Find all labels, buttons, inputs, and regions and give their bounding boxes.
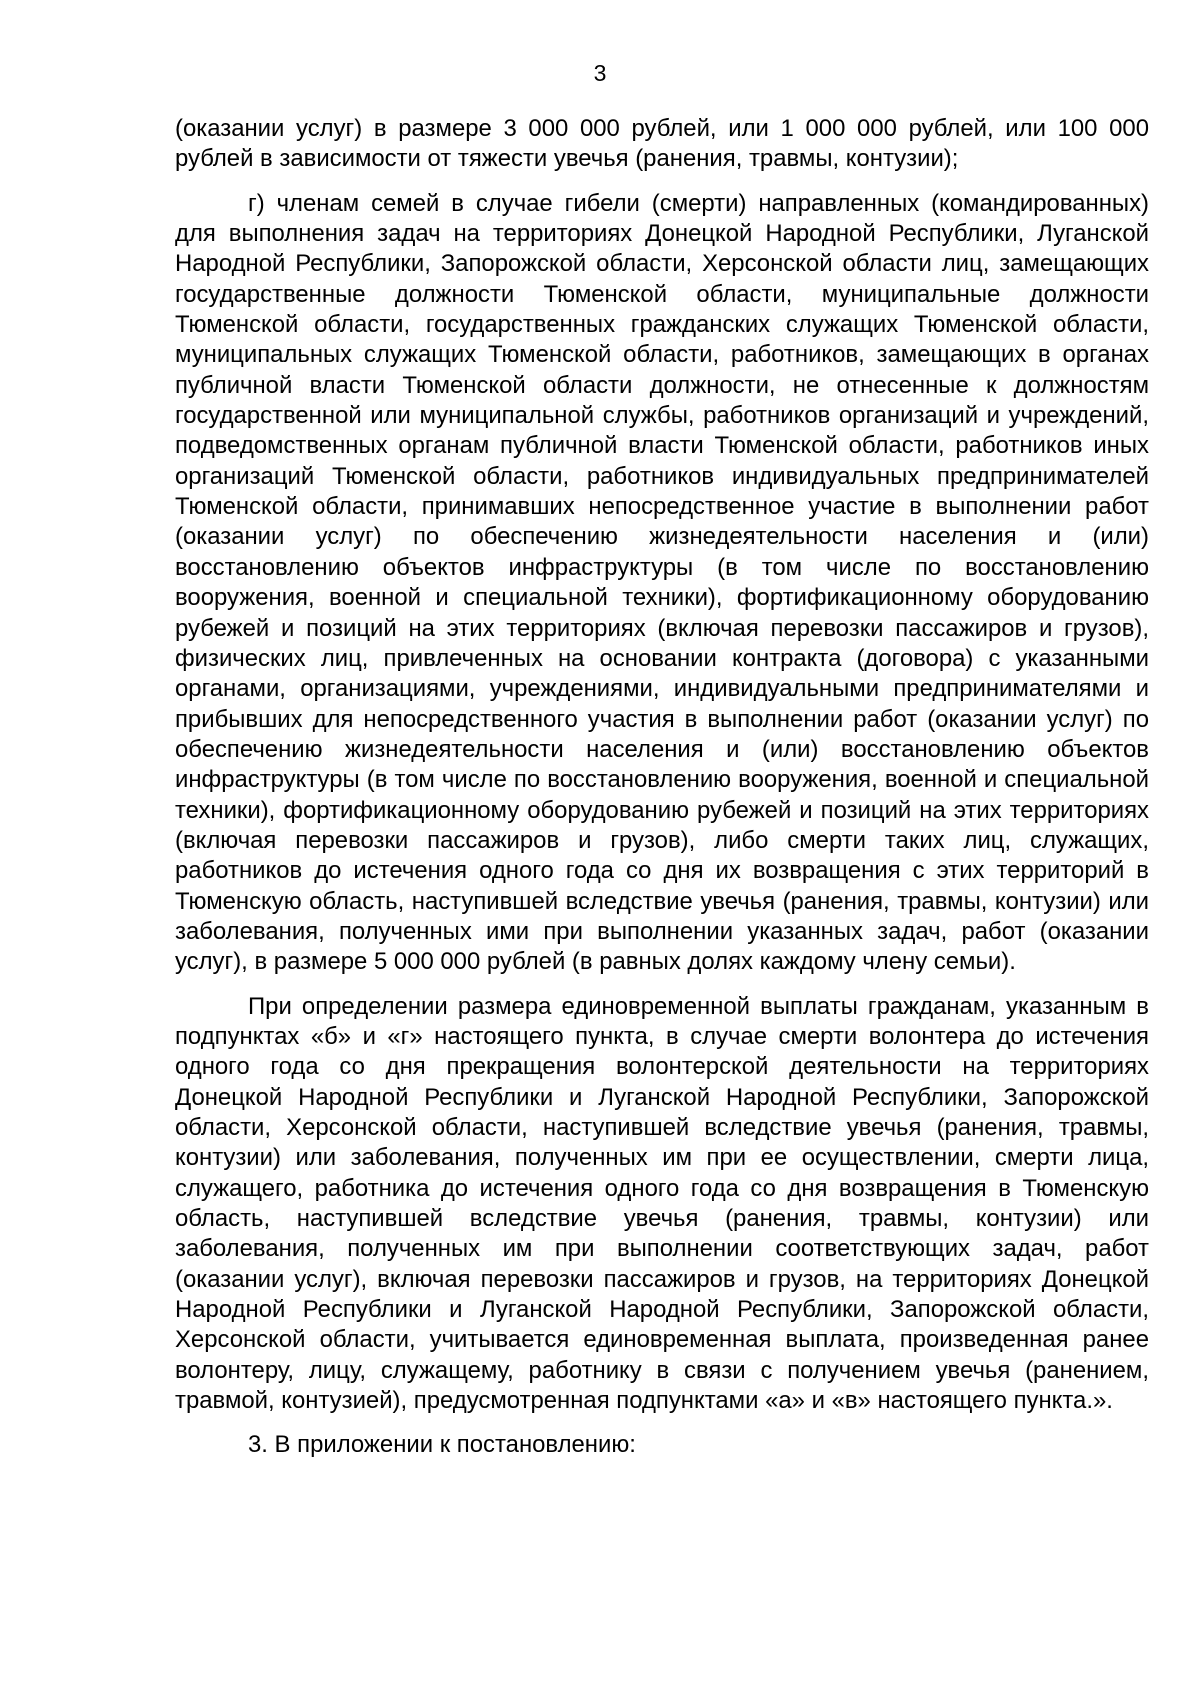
- page-number: 3: [593, 60, 607, 86]
- document-body: [175, 114, 1149, 1461]
- paragraph-item-3: 3. В приложении к постановлению:: [248, 1431, 636, 1459]
- paragraph-subitem-g: г) членам семей в случае гибели (смерти) направленных (командированных) для выполнения задач на территориях Донецкой Народной Республики, Луганской Народной Республики, Запорожской области, Херсонской области лиц, замещающих государственные должности Тюменской области, муниципальные должности Тюменской области, государственных гражданских служащих Тюменской области, муниципальных служащих Тюменской области, работников, замещающих в органах публичной власти Тюменской области должности, не отнесенные к должностям государственной или муниципальной службы, работников организаций и учреждений, подведомственных органам публичной власти Тюменской области, работников иных организаций Тюменской области, работников индивидуальных предпринимателей Тюменской области, принимавших непосредственное участие в выполнении работ (оказании услуг) по обеспечению жизнедеятельности населения и (или) восстановлению объектов инфраструктуры (в том числе по восстановлению вооружения, военной и специальной техники), фортификационному оборудованию рубежей и позиций на этих территориях (включая перевозки пассажиров и грузов), физических лиц, привлеченных на основании контракта (договора) с указанными органами, организациями, учреждениями, индивидуальными предпринимателями и прибывших для непосредственного участия в выполнении работ (оказании услуг) по обеспечению жизнедеятельности населения и (или) восстановлению объектов инфраструктуры (в том числе по восстановлению вооружения, военной и специальной техники), фортификационному оборудованию рубежей и позиций на этих территориях (включая перевозки пассажиров и грузов), либо смерти таких лиц, служащих, работников до истечения одного года со дня их возвращения с этих территорий в Тюменскую область, наступившей вследствие увечья (ранения, травмы, контузии) или заболевания, полученных ими при выполнении указанных задач, работ (оказании услуг), в размере 5 000 000 рублей (в равных долях каждому члену семьи).: [175, 189, 1149, 976]
- paragraph-payment-determination: При определении размера единовременной выплаты гражданам, указанным в подпунктах «б» и «г» настоящего пункта, в случае смерти волонтера до истечения одного года со дня прекращения волонтерской деятельности на территориях Донецкой Народной Республики и Луганской Народной Республики, Запорожской области, Херсонской области, наступившей вследствие увечья (ранения, травмы, контузии) или заболевания, полученных им при ее осуществлении, смерти лица, служащего, работника до истечения одного года со дня возвращения в Тюменскую область, наступившей вследствие увечья (ранения, травмы, контузии) или заболевания, полученных им при выполнении соответствующих задач, работ (оказании услуг), включая перевозки пассажиров и грузов, на территориях Донецкой Народной Республики и Луганской Народной Республики, Запорожской области, Херсонской области, учитывается единовременная выплата, произведенная ранее волонтеру, лицу, служащему, работнику в связи с получением увечья (ранением, травмой, контузией), предусмотренная подпунктами «а» и «в» настоящего пункта.».: [175, 992, 1149, 1415]
- paragraph-continuation: (оказании услуг) в размере 3 000 000 рублей, или 1 000 000 рублей, или 100 000 рублей в зависимости от тяжести увечья (ранения, травмы, контузии);: [175, 115, 1149, 173]
